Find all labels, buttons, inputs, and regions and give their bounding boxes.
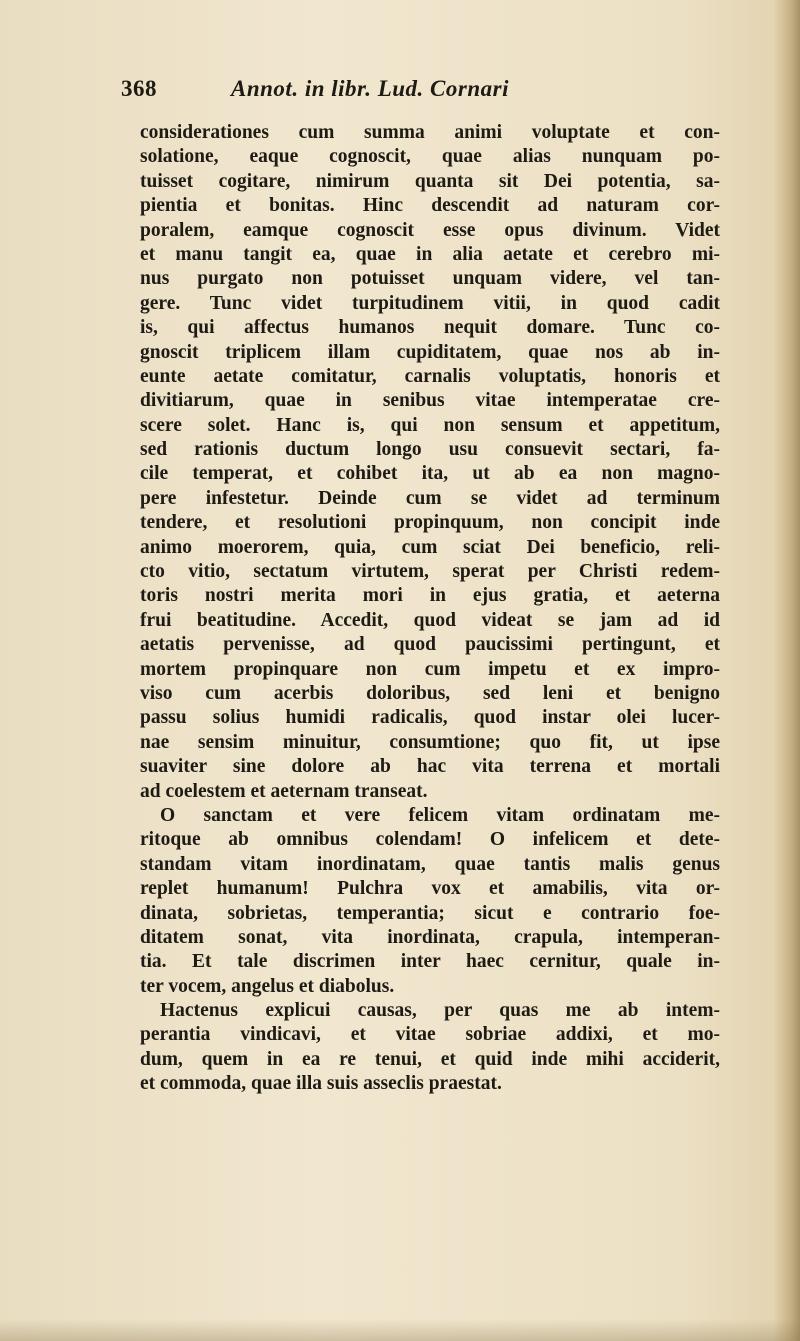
paragraph-end-line: et commoda, quae illa suis asseclis praestat. xyxy=(140,1073,502,1095)
text-line: cto vitio, sectatum virtutem, sperat per Christi redem- xyxy=(140,561,720,583)
text-line: animo moerorem, quia, cum sciat Dei beneficio, reli- xyxy=(140,536,720,558)
text-line: suaviter sine dolore ab hac vita terrena et mortali xyxy=(140,756,720,778)
page-bottom-stain xyxy=(0,1319,800,1341)
page-number: 368 xyxy=(121,76,157,101)
paragraph-start-line: O sanctam et vere felicem vitam ordinatam me- xyxy=(160,804,720,826)
text-line: nae sensim minuitur, consumtione; quo fit, ut ipse xyxy=(140,731,720,753)
paragraph-end-line: ter vocem, angelus et diabolus. xyxy=(140,975,395,997)
text-line: viso cum acerbis doloribus, sed leni et benigno xyxy=(140,682,720,704)
text-line: ritoque ab omnibus colendam! O infelicem et dete- xyxy=(140,829,720,851)
text-line: tia. Et tale discrimen inter haec cernitur, quale in- xyxy=(140,951,720,973)
text-line: toris nostri merita mori in ejus gratia, et aeterna xyxy=(140,585,720,607)
text-line: ditatem sonat, vita inordinata, crapula, intemperan- xyxy=(140,926,720,948)
text-line: cile temperat, et cohibet ita, ut ab ea non magno- xyxy=(140,463,720,485)
text-line: dinata, sobrietas, temperantia; sicut e contrario foe- xyxy=(140,902,720,924)
paragraph-start-line: Hactenus explicui causas, per quas me ab intem- xyxy=(160,1000,720,1022)
text-line: mortem propinquare non cum impetu et ex impro- xyxy=(140,658,720,680)
text-line: gnoscit triplicem illam cupiditatem, quae nos ab in- xyxy=(140,341,720,363)
text-line: gere. Tunc videt turpitudinem vitii, in quod cadit xyxy=(140,292,720,314)
text-line: considerationes cum summa animi voluptate et con- xyxy=(140,122,720,143)
paragraph-end-line: ad coelestem et aeternam transeat. xyxy=(140,780,428,802)
text-line: poralem, eamque cognoscit esse opus divinum. Videt xyxy=(140,219,720,241)
text-line: divitiarum, quae in senibus vitae intemperatae cre- xyxy=(140,390,720,412)
text-line: perantia vindicavi, et vitae sobriae addixi, et mo- xyxy=(140,1024,720,1046)
text-line: nus purgato non potuisset unquam videre, vel tan- xyxy=(140,268,720,290)
text-line: tuisset cogitare, nimirum quanta sit Dei potentia, sa- xyxy=(140,170,720,192)
text-line: replet humanum! Pulchra vox et amabilis, vita or- xyxy=(140,878,720,900)
text-line: tendere, et resolutioni propinquum, non concipit inde xyxy=(140,512,720,534)
text-line: pere infestetur. Deinde cum se videt ad terminum xyxy=(140,487,720,509)
text-line: is, qui affectus humanos nequit domare. Tunc co- xyxy=(140,317,720,339)
text-line: et manu tangit ea, quae in alia aetate et cerebro mi- xyxy=(140,243,720,265)
running-title: Annot. in libr. Lud. Cornari xyxy=(231,76,509,101)
text-line: aetatis pervenisse, ad quod paucissimi pertingunt, et xyxy=(140,634,720,656)
text-line: passu solius humidi radicalis, quod instar olei lucer- xyxy=(140,707,720,729)
text-line: sed rationis ductum longo usu consuevit sectari, fa- xyxy=(140,439,720,461)
text-line: dum, quem in ea re tenui, et quid inde mihi acciderit, xyxy=(140,1048,720,1070)
running-header xyxy=(121,76,721,110)
text-line: eunte aetate comitatur, carnalis voluptatis, honoris et xyxy=(140,365,720,387)
body-text xyxy=(140,121,720,1097)
page-edge-stain xyxy=(774,0,800,1341)
text-line: scere solet. Hanc is, qui non sensum et appetitum, xyxy=(140,414,720,436)
text-line: solatione, eaque cognoscit, quae alias nunquam po- xyxy=(140,146,720,168)
text-line: frui beatitudine. Accedit, quod videat se jam ad id xyxy=(140,609,720,631)
text-line: pientia et bonitas. Hinc descendit ad naturam cor- xyxy=(140,195,720,217)
text-line: standam vitam inordinatam, quae tantis malis genus xyxy=(140,853,720,875)
